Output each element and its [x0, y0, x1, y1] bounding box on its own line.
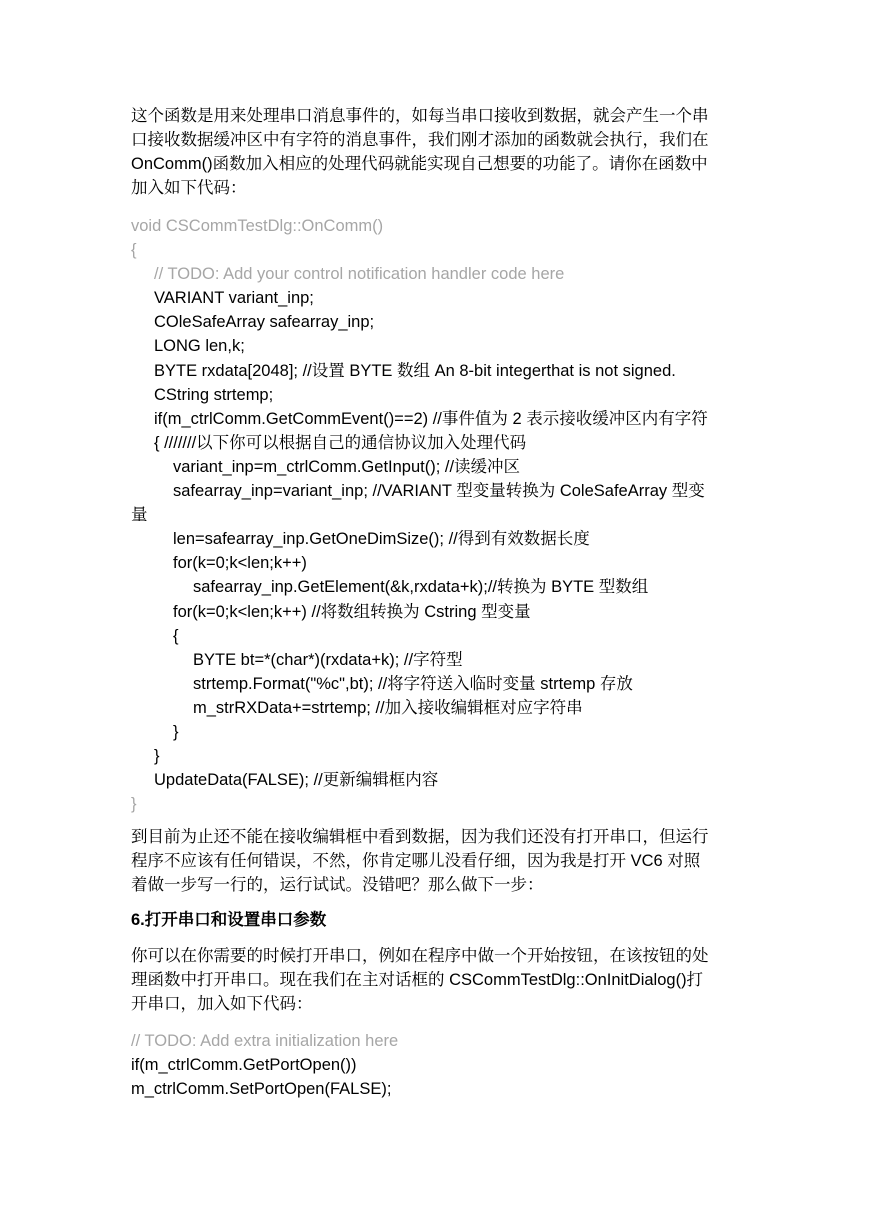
code-line: if(m_ctrlComm.GetCommEvent()==2) //事件值为 2 表示接收缓冲区内有字符 — [154, 409, 708, 428]
code-line: m_strRXData+=strtemp; //加入接收编辑框对应字符串 — [193, 698, 583, 717]
code-line: } — [131, 795, 137, 814]
intro-line: 加入如下代码： — [131, 179, 247, 197]
intro-line: 这个函数是用来处理串口消息事件的，如每当串口接收到数据，就会产生一个串 — [131, 107, 709, 125]
section-line: 开串口，加入如下代码： — [131, 995, 313, 1013]
intro-paragraph — [131, 104, 741, 200]
code-line: strtemp.Format("%c",bt); //将字符送入临时变量 strtemp 存放 — [193, 674, 633, 693]
code-line: BYTE bt=*(char*)(rxdata+k); //字符型 — [193, 650, 463, 669]
code-line: if(m_ctrlComm.GetPortOpen()) — [131, 1056, 357, 1075]
code-line: { ///////以下你可以根据自己的通信协议加入处理代码 — [154, 433, 527, 452]
section-paragraph — [131, 944, 741, 1016]
code-comment: // TODO: Add your control notification handler code here — [154, 265, 565, 284]
section-line: 你可以在你需要的时候打开串口，例如在程序中做一个开始按钮，在该按钮的处 — [131, 947, 709, 965]
code-line: } — [173, 722, 179, 741]
code-line: void CSCommTestDlg::OnComm() — [131, 217, 384, 235]
code-line: 量 — [131, 506, 148, 525]
code-line: for(k=0;k<len;k++) //将数组转换为 Cstring 型变量 — [173, 602, 531, 621]
code-block-oncomm — [131, 214, 751, 816]
code-line: BYTE rxdata[2048]; //设置 BYTE 数组 An 8-bit integerthat is not signed. — [154, 361, 676, 380]
code-line: { — [131, 241, 137, 260]
code-line: { — [173, 626, 179, 645]
code-line: len=safearray_inp.GetOneDimSize(); //得到有效数据长度 — [173, 530, 590, 549]
middle-line: 程序不应该有任何错误，不然，你肯定哪儿没看仔细，因为我是打开 VC6 对照 — [131, 852, 701, 870]
code-block-initdialog — [131, 1029, 751, 1101]
code-line: safearray_inp.GetElement(&k,rxdata+k);//转换为 BYTE 型数组 — [193, 578, 649, 597]
code-line: COleSafeArray safearray_inp; — [154, 313, 375, 332]
code-line: CString strtemp; — [154, 385, 274, 404]
code-line: safearray_inp=variant_inp; //VARIANT 型变量转换为 ColeSafeArray 型变 — [173, 482, 705, 501]
section-line: 理函数中打开串口。现在我们在主对话框的 CSCommTestDlg::OnInitDialog()打 — [131, 971, 704, 989]
middle-paragraph — [131, 825, 741, 897]
code-line: m_ctrlComm.SetPortOpen(FALSE); — [131, 1080, 392, 1099]
code-comment: // TODO: Add extra initialization here — [131, 1032, 399, 1050]
code-line: VARIANT variant_inp; — [154, 289, 314, 308]
intro-line: 口接收数据缓冲区中有字符的消息事件，我们刚才添加的函数就会执行，我们在 — [131, 131, 709, 149]
code-line: LONG len,k; — [154, 337, 245, 356]
middle-line: 到目前为止还不能在接收编辑框中看到数据，因为我们还没有打开串口，但运行 — [131, 828, 709, 846]
code-line: for(k=0;k<len;k++) — [173, 554, 307, 573]
code-line: } — [154, 747, 160, 766]
code-line: UpdateData(FALSE); //更新编辑框内容 — [154, 771, 439, 790]
code-line: variant_inp=m_ctrlComm.GetInput(); //读缓冲区 — [173, 457, 521, 476]
intro-line: OnComm()函数加入相应的处理代码就能实现自己想要的功能了。请你在函数中 — [131, 155, 708, 173]
section-heading: 6.打开串口和设置串口参数 — [131, 911, 327, 929]
middle-line: 着做一步写一行的，运行试试。没错吧？那么做下一步： — [131, 876, 544, 894]
